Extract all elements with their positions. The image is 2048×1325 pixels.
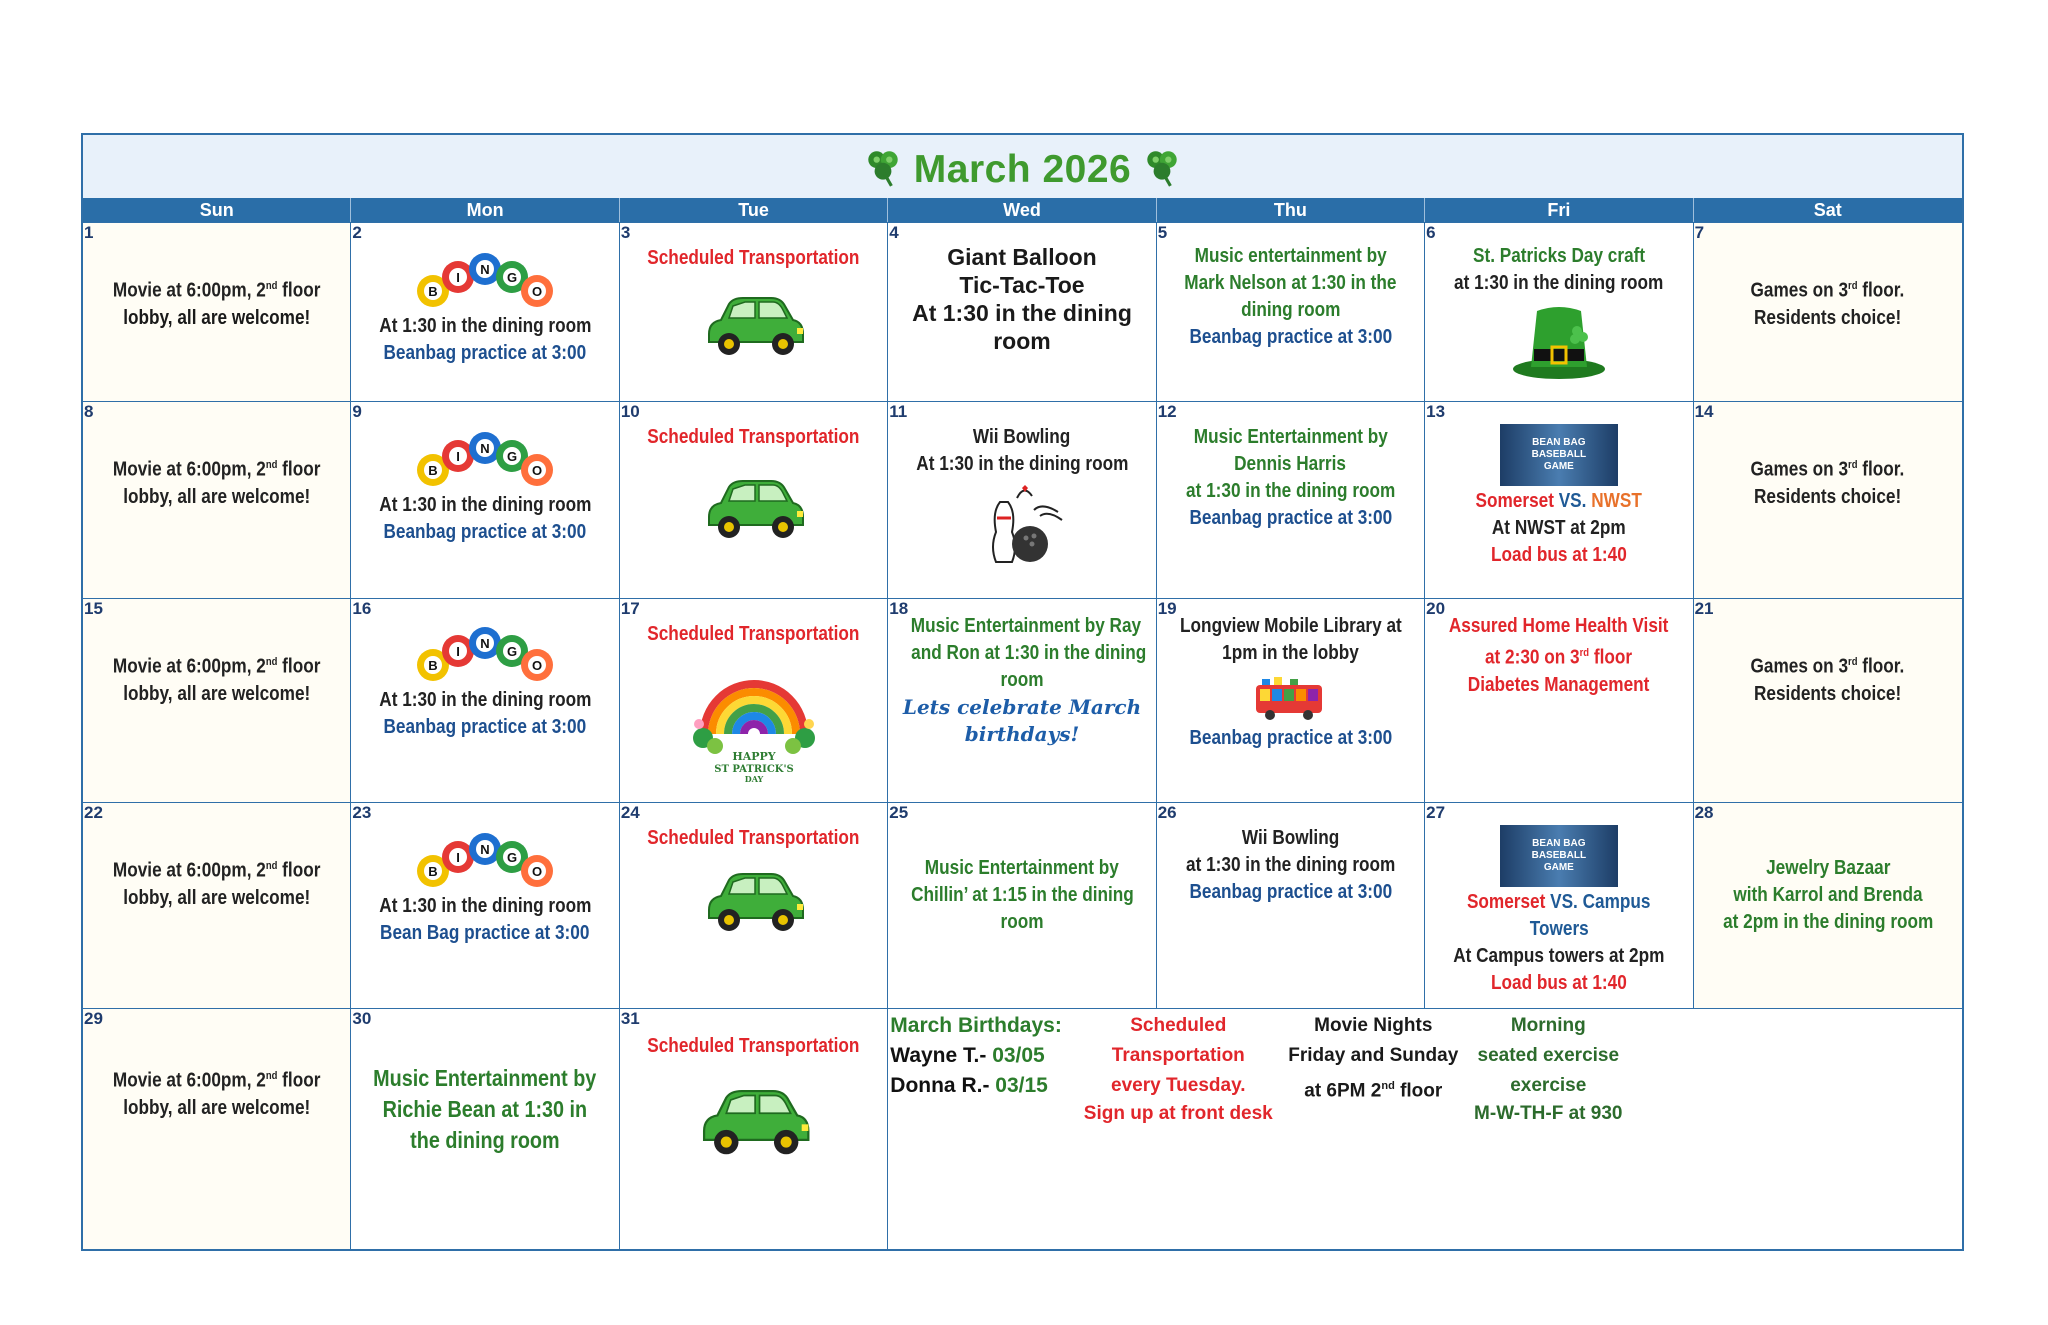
day-number: 4 <box>889 223 899 242</box>
day-cell <box>1157 802 1425 1008</box>
birthdays-title: March Birthdays: <box>890 1014 1062 1037</box>
superscript: nd <box>265 656 278 668</box>
day-number: 17 <box>620 599 640 618</box>
day-number: 7 <box>1694 223 1705 242</box>
weekday-tue: Tue <box>620 198 888 222</box>
versus: VS. <box>1554 490 1592 512</box>
event-text: lobby, all are welcome! <box>123 306 311 329</box>
superscript: nd <box>265 1070 278 1082</box>
day-cell <box>620 598 888 802</box>
day-number: 24 <box>620 803 640 822</box>
bingo-balls-icon <box>415 247 555 309</box>
event-text: room <box>1000 911 1044 933</box>
day-cell <box>888 222 1156 401</box>
event-text: At 1:30 in the dining room <box>379 315 592 337</box>
event-text: Beanbag practice at 3:00 <box>1189 727 1392 749</box>
superscript: nd <box>265 459 278 471</box>
sign-text: BEAN BAG <box>1532 838 1586 849</box>
note-text: at 6PM 2 <box>1304 1080 1382 1102</box>
day-number: 9 <box>352 402 362 421</box>
team-home: Somerset <box>1475 490 1555 512</box>
svg-text:G: G <box>507 644 518 659</box>
day-number: 30 <box>352 1009 372 1028</box>
superscript: rd <box>1579 647 1590 659</box>
svg-text:G: G <box>507 850 518 865</box>
day-number: 26 <box>1157 803 1177 822</box>
day-cell <box>1425 802 1693 1008</box>
event-text: Music Entertainment by Ray <box>911 615 1142 637</box>
svg-text:N: N <box>480 636 490 651</box>
leprechaun-hat-icon <box>1509 301 1609 381</box>
weekday-wed: Wed <box>888 198 1156 222</box>
sign-text: BASEBALL <box>1531 449 1587 460</box>
event-text: floor <box>277 655 321 678</box>
event-text: room <box>1000 669 1044 691</box>
bingo-ball <box>521 454 553 486</box>
event-text: floor. <box>1857 655 1905 678</box>
event-text: floor <box>277 1069 321 1092</box>
day-cell <box>1157 598 1425 802</box>
event-text: St. Patricks Day craft <box>1472 245 1645 267</box>
day-cell <box>620 802 888 1008</box>
day-number: 5 <box>1157 223 1168 242</box>
event-text: Residents choice! <box>1754 306 1902 329</box>
bingo-ball <box>442 635 474 667</box>
day-cell <box>351 802 619 1008</box>
event-text: Beanbag practice at 3:00 <box>1189 881 1392 903</box>
day-number: 15 <box>84 599 103 618</box>
event-text: floor <box>277 458 321 481</box>
day-number: 14 <box>1694 402 1714 421</box>
event-text: the dining room <box>410 1127 560 1153</box>
day-cell <box>1425 222 1693 401</box>
day-cell <box>888 401 1156 598</box>
sign-text: GAME <box>1543 461 1574 472</box>
svg-text:B: B <box>428 284 438 299</box>
sign-text: BASEBALL <box>1531 850 1587 861</box>
svg-text:N: N <box>480 842 490 857</box>
event-text: at 1:30 in the dining room <box>1454 272 1664 294</box>
event-text: Mark Nelson at 1:30 in the <box>1184 272 1397 294</box>
day-cell <box>620 222 888 401</box>
day-number: 6 <box>1426 223 1436 242</box>
event-text: floor. <box>1857 458 1905 481</box>
event-text: Scheduled Transportation <box>647 623 860 645</box>
event-text: Movie at 6:00pm, 2 <box>112 458 266 481</box>
event-text: Richie Bean at 1:30 in <box>382 1096 588 1122</box>
event-text: Games on 3 <box>1750 458 1849 481</box>
event-text: Jewelry Bazaar <box>1765 857 1890 879</box>
superscript: rd <box>1848 280 1858 292</box>
event-text: Residents choice! <box>1754 485 1902 508</box>
art-text: ST PATRICK'S <box>713 764 794 775</box>
bean-bag-baseball-sign <box>1500 825 1618 887</box>
svg-text:O: O <box>532 658 543 673</box>
day-number: 31 <box>620 1009 640 1028</box>
weekday-mon: Mon <box>351 198 619 222</box>
event-text: dining room <box>1240 299 1341 321</box>
event-text: Scheduled Transportation <box>647 247 860 269</box>
event-text: Beanbag practice at 3:00 <box>1189 326 1392 348</box>
event-text: Music Entertainment by <box>373 1065 597 1091</box>
note-text: Morning <box>1510 1015 1586 1036</box>
birthday-date: 03/05 <box>992 1044 1045 1067</box>
day-number: 13 <box>1426 402 1446 421</box>
event-text: 1pm in the lobby <box>1222 642 1359 664</box>
event-text: Bean Bag practice at 3:00 <box>380 922 590 944</box>
event-text: at 1:30 in the dining room <box>1185 480 1396 502</box>
svg-text:G: G <box>507 449 518 464</box>
weekday-fri: Fri <box>1425 198 1693 222</box>
svg-text:B: B <box>428 658 438 673</box>
day-cell <box>1425 401 1693 598</box>
note-text: seated exercise <box>1477 1045 1620 1066</box>
event-text: Chillin’ at 1:15 in the dining <box>910 884 1134 906</box>
birthday-date: 03/15 <box>995 1074 1048 1097</box>
event-text: lobby, all are welcome! <box>123 886 311 909</box>
day-cell <box>351 598 619 802</box>
car-icon <box>699 290 809 360</box>
event-text: lobby, all are welcome! <box>123 1096 311 1119</box>
event-text: Residents choice! <box>1754 682 1902 705</box>
svg-text:I: I <box>456 270 460 285</box>
bingo-balls-icon <box>415 621 555 683</box>
day-cell <box>1694 401 1962 598</box>
event-text: lobby, all are welcome! <box>123 485 311 508</box>
day-cell <box>83 598 351 802</box>
team-away: Campus <box>1582 891 1651 913</box>
shamrock-icon <box>862 146 904 188</box>
bean-bag-baseball-sign <box>1500 424 1618 486</box>
event-text: Movie at 6:00pm, 2 <box>112 655 266 678</box>
note-text: M-W-TH-F at 930 <box>1474 1103 1623 1124</box>
superscript: nd <box>265 280 278 292</box>
note-text: Scheduled <box>1130 1015 1227 1036</box>
birthday-name: Wayne T.- <box>890 1044 993 1067</box>
team-away: Towers <box>1529 918 1589 940</box>
event-text: Load bus at 1:40 <box>1490 972 1627 994</box>
transportation-note <box>1058 1011 1298 1127</box>
bingo-ball <box>521 275 553 307</box>
day-cell <box>1694 802 1962 1008</box>
car-icon <box>699 473 809 543</box>
day-number: 20 <box>1426 599 1446 618</box>
note-text: Sign up at front desk <box>1083 1103 1273 1124</box>
superscript: nd <box>265 860 278 872</box>
superscript: nd <box>1381 1080 1395 1092</box>
rainbow-st-patricks-icon <box>689 654 819 784</box>
calendar-grid <box>83 222 1962 1249</box>
event-text: Wii Bowling <box>973 426 1071 448</box>
event-text: Lets celebrate March <box>902 695 1142 719</box>
event-text: floor. <box>1857 279 1905 302</box>
svg-text:O: O <box>532 284 543 299</box>
bingo-ball <box>442 841 474 873</box>
event-text: Movie at 6:00pm, 2 <box>112 859 266 882</box>
event-text: Games on 3 <box>1750 279 1849 302</box>
monthly-notes <box>888 1008 1962 1249</box>
calendar-title: March 2026 <box>913 147 1132 191</box>
art-text: DAY <box>744 774 763 784</box>
day-cell <box>620 401 888 598</box>
event-text: Scheduled Transportation <box>647 1035 860 1057</box>
day-cell <box>83 222 351 401</box>
event-text: At 1:30 in the dining room <box>915 453 1129 475</box>
bingo-ball <box>469 432 501 464</box>
event-text: at 2:30 on 3 <box>1485 646 1580 669</box>
event-text: At 1:30 in the dining room <box>379 494 592 516</box>
day-cell <box>888 598 1156 802</box>
day-number: 19 <box>1157 599 1177 618</box>
event-text: Music Entertainment by <box>1193 426 1388 448</box>
svg-text:O: O <box>532 463 543 478</box>
event-text: Wii Bowling <box>1241 827 1340 849</box>
day-cell <box>1157 401 1425 598</box>
event-text: Beanbag practice at 3:00 <box>383 521 587 543</box>
day-number: 27 <box>1426 803 1446 822</box>
day-cell <box>1157 222 1425 401</box>
event-text: Diabetes Management <box>1468 673 1650 696</box>
day-cell <box>888 802 1156 1008</box>
day-number: 21 <box>1694 599 1714 618</box>
event-text: Scheduled Transportation <box>647 426 860 448</box>
event-text: Longview Mobile Library at <box>1179 615 1402 637</box>
event-text: and Ron at 1:30 in the dining <box>911 642 1147 664</box>
day-number: 18 <box>889 599 909 618</box>
superscript: rd <box>1848 656 1858 668</box>
day-cell <box>351 222 619 401</box>
weekday-sat: Sat <box>1813 200 1842 220</box>
library-bus-icon <box>1250 677 1330 721</box>
exercise-note <box>1448 1011 1648 1127</box>
day-cell <box>1694 222 1962 401</box>
day-number: 22 <box>84 803 103 822</box>
event-text: with Karrol and Brenda <box>1733 884 1923 906</box>
bingo-ball <box>442 261 474 293</box>
note-text: floor <box>1394 1080 1443 1102</box>
note-text: Movie Nights <box>1314 1015 1433 1036</box>
day-number: 25 <box>889 803 909 822</box>
day-cell <box>83 802 351 1008</box>
birthday-name: Donna R.- <box>890 1074 996 1097</box>
calendar-title-bar <box>83 135 1962 198</box>
svg-text:N: N <box>480 441 490 456</box>
svg-text:I: I <box>456 449 460 464</box>
svg-text:B: B <box>428 864 438 879</box>
event-text: at 1:30 in the dining room <box>1185 854 1396 876</box>
event-text: Scheduled Transportation <box>647 827 860 849</box>
event-text: room <box>993 328 1051 354</box>
event-text: Games on 3 <box>1750 655 1849 678</box>
calendar <box>81 133 1964 1251</box>
svg-text:O: O <box>532 864 543 879</box>
event-text: Beanbag practice at 3:00 <box>383 716 587 738</box>
event-text: floor <box>277 859 321 882</box>
day-cell <box>1694 598 1962 802</box>
day-number: 1 <box>84 223 94 242</box>
note-text: Friday and Sunday <box>1288 1045 1459 1066</box>
sign-text: BEAN BAG <box>1532 437 1586 448</box>
event-text: At NWST at 2pm <box>1491 517 1626 539</box>
event-text: Movie at 6:00pm, 2 <box>112 1069 266 1092</box>
event-text: Music Entertainment by <box>924 857 1120 879</box>
day-cell <box>351 401 619 598</box>
bingo-ball <box>521 855 553 887</box>
svg-text:B: B <box>428 463 438 478</box>
event-text: Giant Balloon <box>947 244 1097 270</box>
bingo-ball <box>469 833 501 865</box>
event-text: At 1:30 in the dining room <box>379 895 592 917</box>
note-text: every Tuesday. <box>1111 1075 1246 1096</box>
event-text: Music entertainment by <box>1194 245 1387 267</box>
weekday-header <box>83 198 1962 222</box>
day-cell <box>351 1008 619 1249</box>
day-number: 29 <box>84 1009 103 1028</box>
day-cell <box>83 401 351 598</box>
day-number: 10 <box>620 402 640 421</box>
event-text: At 1:30 in the dining <box>912 300 1132 326</box>
event-text: Dennis Harris <box>1234 453 1347 475</box>
superscript: rd <box>1848 459 1858 471</box>
event-text: lobby, all are welcome! <box>123 682 311 705</box>
bingo-ball <box>521 649 553 681</box>
svg-text:G: G <box>507 270 518 285</box>
weekday-thu: Thu <box>1157 198 1425 222</box>
note-text: Transportation <box>1111 1045 1245 1066</box>
movie-nights-note <box>1268 1011 1478 1106</box>
shamrock-icon <box>1141 146 1183 188</box>
event-text: Assured Home Health Visit <box>1449 615 1669 637</box>
bingo-balls-icon <box>415 426 555 488</box>
car-icon <box>699 866 809 936</box>
day-cell <box>620 1008 888 1249</box>
day-number: 12 <box>1157 402 1177 421</box>
event-text: Beanbag practice at 3:00 <box>1189 507 1392 529</box>
day-number: 28 <box>1694 803 1714 822</box>
event-text: birthdays! <box>964 722 1080 746</box>
bingo-balls-icon <box>415 827 555 889</box>
day-cell <box>83 1008 351 1249</box>
event-text: Beanbag practice at 3:00 <box>383 342 587 364</box>
team-home: Somerset <box>1467 891 1546 913</box>
event-text: floor <box>1589 646 1633 669</box>
art-text: HAPPY <box>731 750 776 763</box>
bowling-icon <box>972 482 1072 566</box>
svg-text:I: I <box>456 644 460 659</box>
event-text: At Campus towers at 2pm <box>1453 945 1665 967</box>
weekday-sun: Sun <box>83 198 351 222</box>
team-away: NWST <box>1591 490 1643 512</box>
car-icon <box>693 1082 815 1160</box>
day-number: 11 <box>889 402 908 421</box>
event-text: Load bus at 1:40 <box>1490 544 1627 566</box>
event-text: at 2pm in the dining room <box>1722 911 1933 933</box>
bingo-ball <box>442 440 474 472</box>
event-text: At 1:30 in the dining room <box>379 689 592 711</box>
event-text: Tic-Tac-Toe <box>959 272 1085 298</box>
sign-text: GAME <box>1543 862 1574 873</box>
bingo-ball <box>469 627 501 659</box>
day-number: 3 <box>620 223 631 242</box>
versus: VS. <box>1545 891 1583 913</box>
day-number: 23 <box>352 803 372 822</box>
event-text: Movie at 6:00pm, 2 <box>112 279 266 302</box>
note-text: exercise <box>1510 1075 1587 1096</box>
svg-text:I: I <box>456 850 460 865</box>
day-number: 16 <box>352 599 372 618</box>
day-number: 2 <box>352 223 362 242</box>
day-number: 8 <box>84 402 94 421</box>
svg-text:N: N <box>480 262 490 277</box>
event-text: floor <box>277 279 321 302</box>
bingo-ball <box>469 253 501 285</box>
day-cell <box>1425 598 1693 802</box>
